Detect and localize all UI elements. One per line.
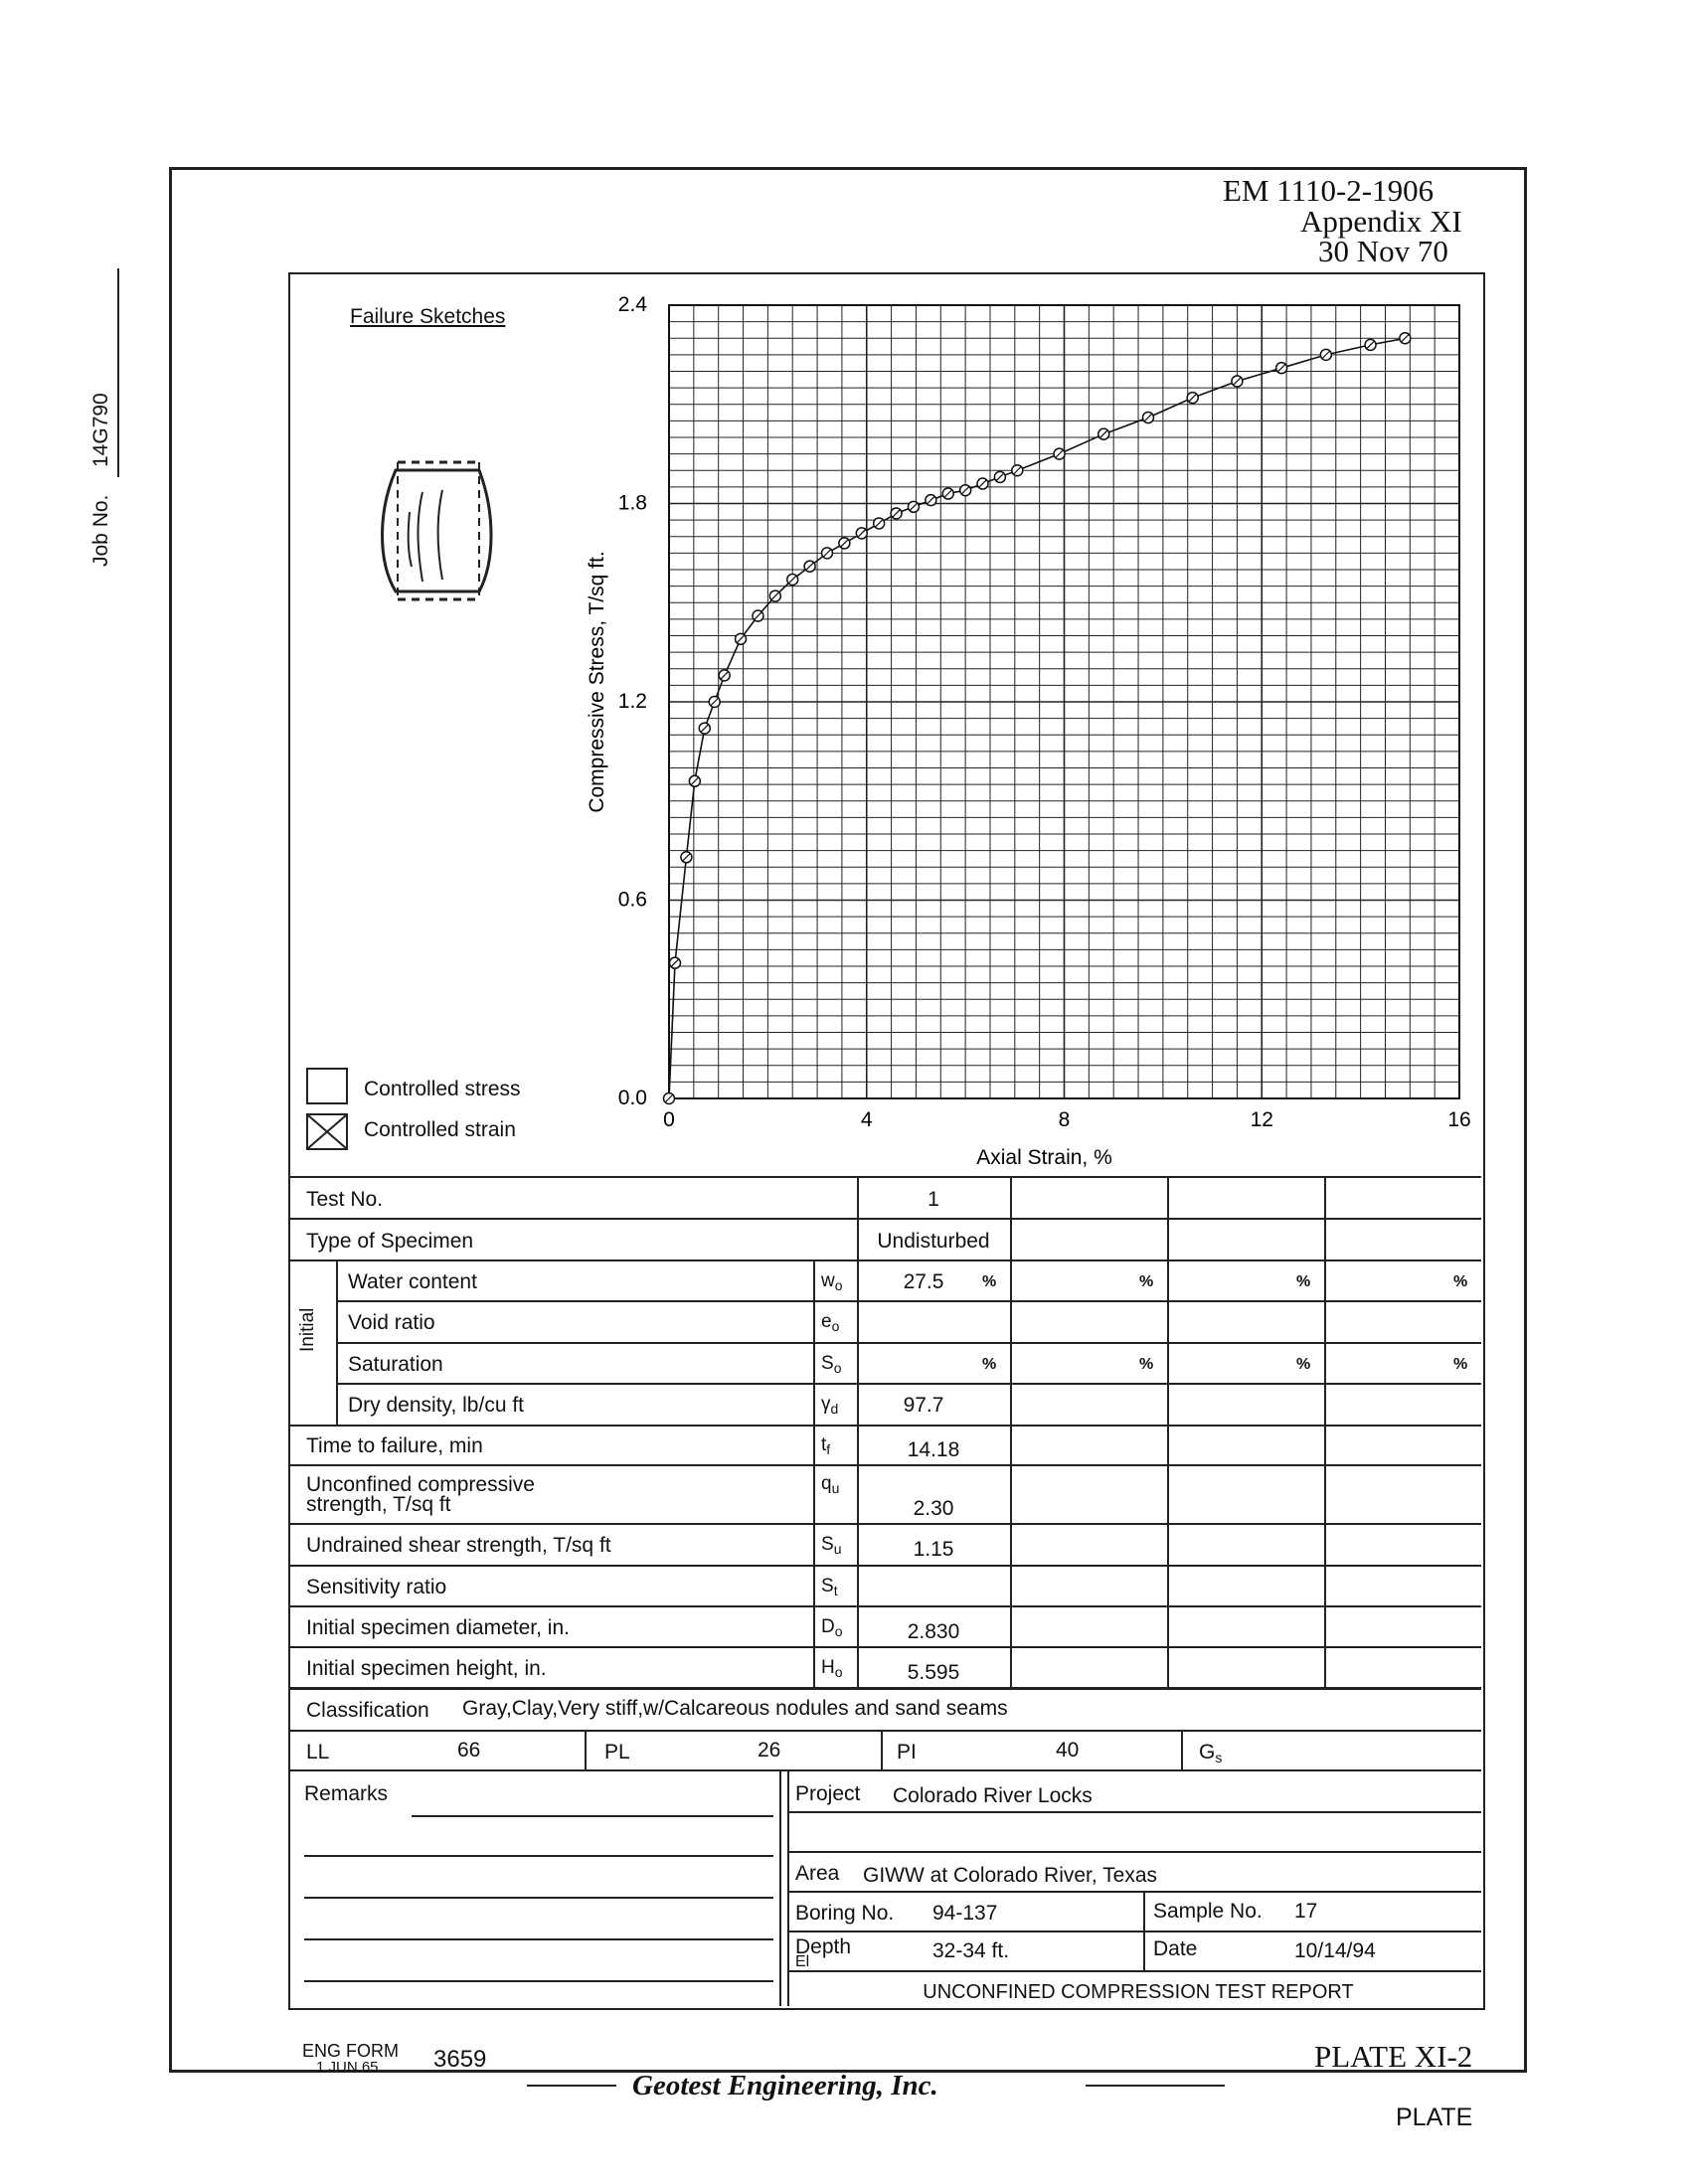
symbol-subscript: o: [834, 1277, 843, 1293]
symbol: $w_o$: [821, 1270, 843, 1293]
table-rule: [1181, 1730, 1183, 1769]
block-rule: [787, 1891, 1481, 1893]
row-value: 2.830: [907, 1620, 960, 1643]
table-rule: [288, 1176, 1481, 1178]
symbol-subscript: o: [834, 1623, 843, 1639]
project-value: Colorado River Locks: [893, 1784, 1093, 1807]
row-label: Unconfined compressive: [306, 1473, 535, 1496]
percent-sign: %: [1453, 1356, 1468, 1373]
table-rule: [1324, 1176, 1326, 1687]
x-tick-label: 12: [1250, 1108, 1273, 1131]
area-label: Area: [795, 1862, 840, 1885]
symbol: $S_o$: [821, 1353, 842, 1376]
controlled-stress-checkbox[interactable]: [306, 1068, 348, 1104]
symbol: $\gamma_d$: [821, 1394, 839, 1417]
el-label: El: [795, 1953, 810, 1970]
job-label: Job No.: [89, 494, 112, 567]
pi-value: 40: [1056, 1739, 1080, 1762]
x-tick-label: 4: [860, 1108, 873, 1131]
boring-value: 94-137: [932, 1902, 998, 1925]
table-rule: [288, 1218, 1481, 1220]
ll-value: 66: [457, 1739, 481, 1762]
percent-sign: %: [1296, 1273, 1311, 1290]
block-rule: [304, 1980, 773, 1982]
symbol: $e_o$: [821, 1311, 840, 1334]
percent-sign: %: [1296, 1356, 1311, 1373]
symbol-subscript: o: [834, 1664, 843, 1680]
symbol: $t_f$: [821, 1434, 831, 1457]
row-label: Time to failure, min: [306, 1434, 483, 1457]
symbol-subscript: o: [831, 1318, 840, 1334]
test-no-value: 1: [928, 1188, 939, 1211]
depth-label: Depth: [795, 1935, 852, 1958]
table-rule: [288, 1565, 1481, 1567]
row-label-line2: strength, T/sq ft: [306, 1493, 451, 1516]
classification-value: Gray,Clay,Very stiff,w/Calcareous nodules and sand seams: [462, 1697, 1008, 1720]
y-tick-label: 0.6: [617, 888, 647, 912]
symbol-subscript: u: [833, 1541, 842, 1557]
chart-grid: [669, 305, 1459, 1098]
block-rule: [787, 1811, 1481, 1813]
specimen-type-label: Type of Specimen: [306, 1230, 474, 1253]
x-tick-label: 16: [1447, 1108, 1471, 1131]
project-label: Project: [795, 1782, 861, 1805]
row-value: 2.30: [913, 1497, 954, 1520]
block-rule: [779, 1769, 781, 2006]
specimen-type-value: Undisturbed: [877, 1230, 990, 1253]
area-value: GIWW at Colorado River, Texas: [863, 1864, 1158, 1887]
sample-value: 17: [1294, 1900, 1318, 1923]
initial-group-label: Initial: [297, 1307, 318, 1352]
controlled-stress-label: Controlled stress: [364, 1078, 521, 1100]
table-rule: [336, 1300, 1481, 1302]
symbol-subscript: f: [826, 1441, 831, 1457]
block-rule: [412, 1815, 773, 1817]
company-name: Geotest Engineering, Inc.: [632, 2070, 938, 2101]
x-tick-label: 0: [663, 1108, 675, 1131]
table-rule: [813, 1260, 815, 1687]
table-rule: [288, 1260, 1481, 1261]
block-rule: [787, 1931, 1481, 1932]
percent-sign: %: [1453, 1273, 1468, 1290]
symbol: $S_u$: [821, 1534, 842, 1557]
test-no-label: Test No.: [306, 1188, 384, 1211]
block-rule: [304, 1938, 773, 1940]
table-rule: [288, 1687, 1481, 1690]
symbol-subscript: t: [833, 1583, 838, 1598]
row-value: 14.18: [907, 1438, 960, 1461]
header-date: 30 Nov 70: [1318, 234, 1448, 268]
y-tick-label: 1.2: [617, 690, 647, 713]
plate-bottom: PLATE: [1396, 2103, 1473, 2131]
eng-form-line2: 1 JUN 65: [316, 2059, 379, 2076]
failure-sketches-title: Failure Sketches: [350, 305, 506, 328]
table-rule: [1167, 1176, 1169, 1687]
table-rule: [881, 1730, 883, 1769]
symbol-subscript: d: [830, 1401, 839, 1417]
row-value: 5.595: [907, 1661, 960, 1684]
table-rule: [857, 1176, 859, 1687]
initial-row-value: 27.5: [903, 1270, 944, 1293]
boring-label: Boring No.: [795, 1902, 895, 1925]
block-rule: [304, 1855, 773, 1857]
job-underline: [117, 268, 119, 477]
block-rule: [304, 1897, 773, 1899]
symbol: $D_o$: [821, 1616, 843, 1639]
table-rule: [585, 1730, 587, 1769]
doc-number: EM 1110-2-1906: [1223, 173, 1435, 208]
eng-form-line1: ENG FORM: [302, 2041, 399, 2061]
row-label: Initial specimen diameter, in.: [306, 1616, 570, 1639]
symbol: $q_u$: [821, 1473, 840, 1496]
table-rule: [288, 1769, 1481, 1771]
plate-label: PLATE XI-2: [1314, 2039, 1473, 2074]
remarks-label: Remarks: [304, 1782, 389, 1805]
pi-label: PI: [897, 1741, 917, 1764]
stress-strain-chart: [577, 288, 1471, 1183]
x-tick-label: 8: [1058, 1108, 1071, 1131]
row-label: Undrained shear strength, T/sq ft: [306, 1534, 611, 1557]
checkbox-x-icon: [308, 1115, 346, 1148]
table-rule: [288, 1605, 1481, 1607]
initial-row-label: Saturation: [348, 1353, 443, 1376]
block-rule: [787, 1970, 1481, 1972]
table-rule: [288, 1425, 1481, 1427]
row-label: Sensitivity ratio: [306, 1576, 447, 1598]
sample-label: Sample No.: [1153, 1900, 1263, 1923]
table-rule: [336, 1383, 1481, 1385]
form-number: 3659: [433, 2046, 487, 2073]
block-rule: [1143, 1891, 1145, 1970]
symbol-subscript: u: [831, 1480, 840, 1496]
percent-sign: %: [1139, 1356, 1154, 1373]
table-rule: [288, 1646, 1481, 1648]
ll-label: LL: [306, 1741, 330, 1764]
table-rule: [288, 1464, 1481, 1466]
gs-label: $G_s$: [1199, 1741, 1223, 1765]
table-rule: [336, 1260, 338, 1425]
job-number: [80, 268, 119, 567]
report-title: UNCONFINED COMPRESSION TEST REPORT: [923, 1981, 1354, 2003]
table-rule: [1010, 1176, 1012, 1687]
initial-row-label: Void ratio: [348, 1311, 435, 1334]
footer-rule-left: [527, 2085, 616, 2087]
appendix-label: Appendix XI: [1300, 204, 1462, 239]
initial-row-label: Water content: [348, 1270, 477, 1293]
date-label: Date: [1153, 1937, 1198, 1960]
date-value: 10/14/94: [1294, 1939, 1376, 1962]
row-value: 1.15: [913, 1538, 954, 1561]
y-tick-label: 1.8: [617, 491, 647, 515]
initial-row-label: Dry density, lb/cu ft: [348, 1394, 525, 1417]
failure-sketch: [368, 452, 497, 601]
symbol-subscript: o: [833, 1360, 842, 1376]
classification-label: Classification: [306, 1699, 429, 1722]
y-tick-label: 0.0: [617, 1087, 647, 1109]
table-rule: [288, 1730, 1481, 1732]
initial-row-value: 97.7: [903, 1394, 944, 1417]
pl-label: PL: [604, 1741, 630, 1764]
block-rule: [787, 1851, 1481, 1853]
row-label: Initial specimen height, in.: [306, 1657, 547, 1680]
gs-subscript: s: [1215, 1750, 1223, 1765]
controlled-strain-checkbox[interactable]: [306, 1113, 348, 1150]
percent-sign: %: [982, 1356, 997, 1373]
table-rule: [288, 1523, 1481, 1525]
footer-rule-right: [1086, 2085, 1225, 2087]
table-rule: [336, 1342, 1481, 1344]
symbol: $S_t$: [821, 1576, 838, 1598]
x-axis-label: Axial Strain, %: [976, 1146, 1112, 1169]
percent-sign: %: [1139, 1273, 1154, 1290]
symbol: $H_o$: [821, 1657, 843, 1680]
depth-value: 32-34 ft.: [932, 1939, 1010, 1962]
controlled-strain-label: Controlled strain: [364, 1118, 516, 1141]
job-value: 14G790: [89, 393, 112, 467]
pl-value: 26: [758, 1739, 781, 1762]
y-axis-label: Compressive Stress, T/sq ft.: [586, 551, 608, 813]
y-tick-label: 2.4: [617, 293, 647, 316]
percent-sign: %: [982, 1273, 997, 1290]
